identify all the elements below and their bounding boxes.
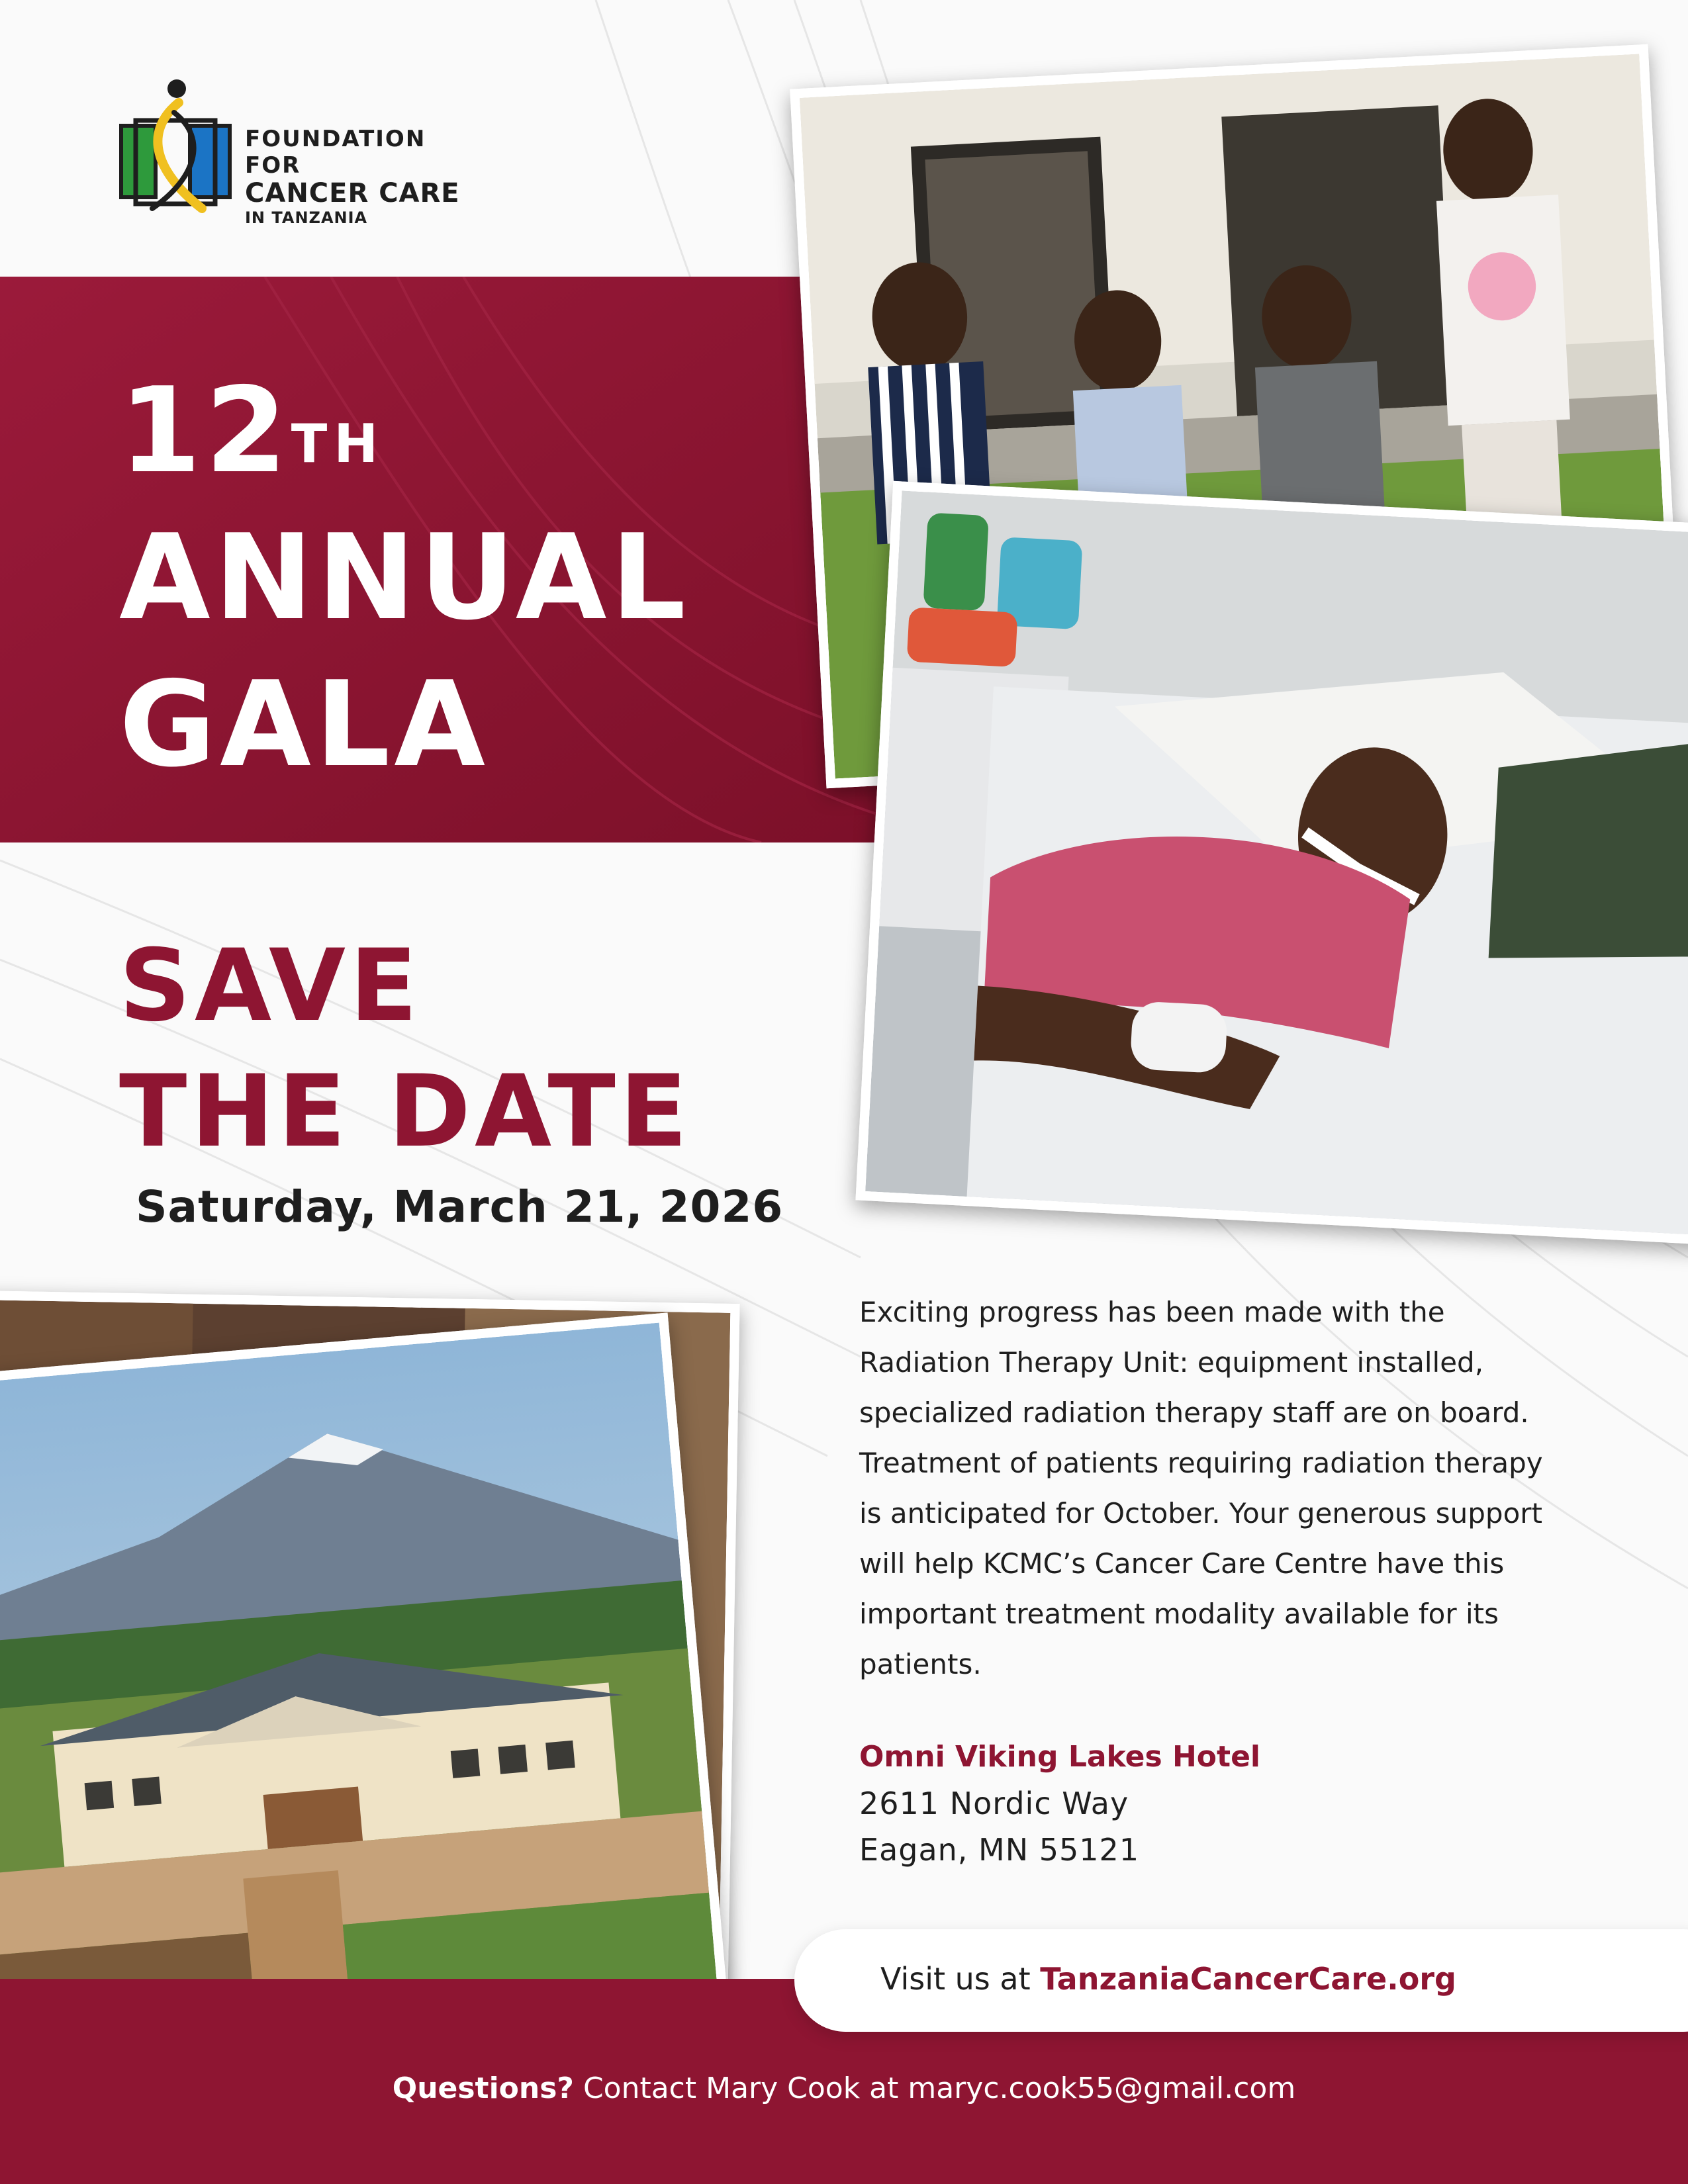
title-ordinal: 12	[119, 362, 291, 499]
save-line-1: SAVE	[119, 929, 422, 1044]
venue-city: Eagan, MN 55121	[859, 1832, 1140, 1868]
title-line-annual: ANNUAL	[119, 509, 690, 646]
logo-line-3: IN TANZANIA	[245, 208, 368, 227]
questions-lead: Questions?	[392, 2071, 574, 2105]
logo-line-1: FOUNDATION FOR	[245, 126, 426, 179]
visit-prefix: Visit us at	[880, 1961, 1031, 1997]
title-line-ordinal	[119, 357, 690, 504]
save-the-date-heading	[119, 923, 691, 1175]
photo-radiation-therapy-building	[0, 1312, 730, 2094]
questions-contact-text: Contact Mary Cook at maryc.cook55@gmail.com	[583, 2071, 1296, 2105]
ribbon-figure-logo-icon	[116, 73, 235, 218]
save-line-2: THE DATE	[119, 1054, 692, 1169]
website-link[interactable]: TanzaniaCancerCare.org	[1040, 1961, 1456, 1997]
foundation-logo	[116, 73, 460, 227]
logo-wordmark	[245, 126, 460, 228]
event-date: Saturday, March 21, 2026	[136, 1181, 784, 1232]
logo-line-2: CANCER CARE	[245, 178, 460, 208]
title-line-gala: GALA	[119, 656, 490, 793]
photo-patient-in-bed	[855, 481, 1688, 1245]
description-paragraph: Exciting progress has been made with the Radiation Therapy Unit: equipment installed, specialized radiation therapy staff are on board. Treatment of patients requiring radiation therapy is anticipated for October. Your generous support will help KCMC’s Cancer Care Centre have this important treatment modality available for its patients.	[859, 1296, 1543, 1680]
visit-us-pill	[794, 1929, 1688, 2032]
questions-contact	[0, 2071, 1688, 2105]
title-ordinal-suffix: TH	[291, 413, 385, 475]
venue-name: Omni Viking Lakes Hotel	[859, 1740, 1260, 1774]
visit-text	[880, 1961, 1456, 1997]
gala-title	[119, 357, 690, 798]
venue-block	[859, 1734, 1260, 1873]
venue-street: 2611 Nordic Way	[859, 1786, 1129, 1821]
